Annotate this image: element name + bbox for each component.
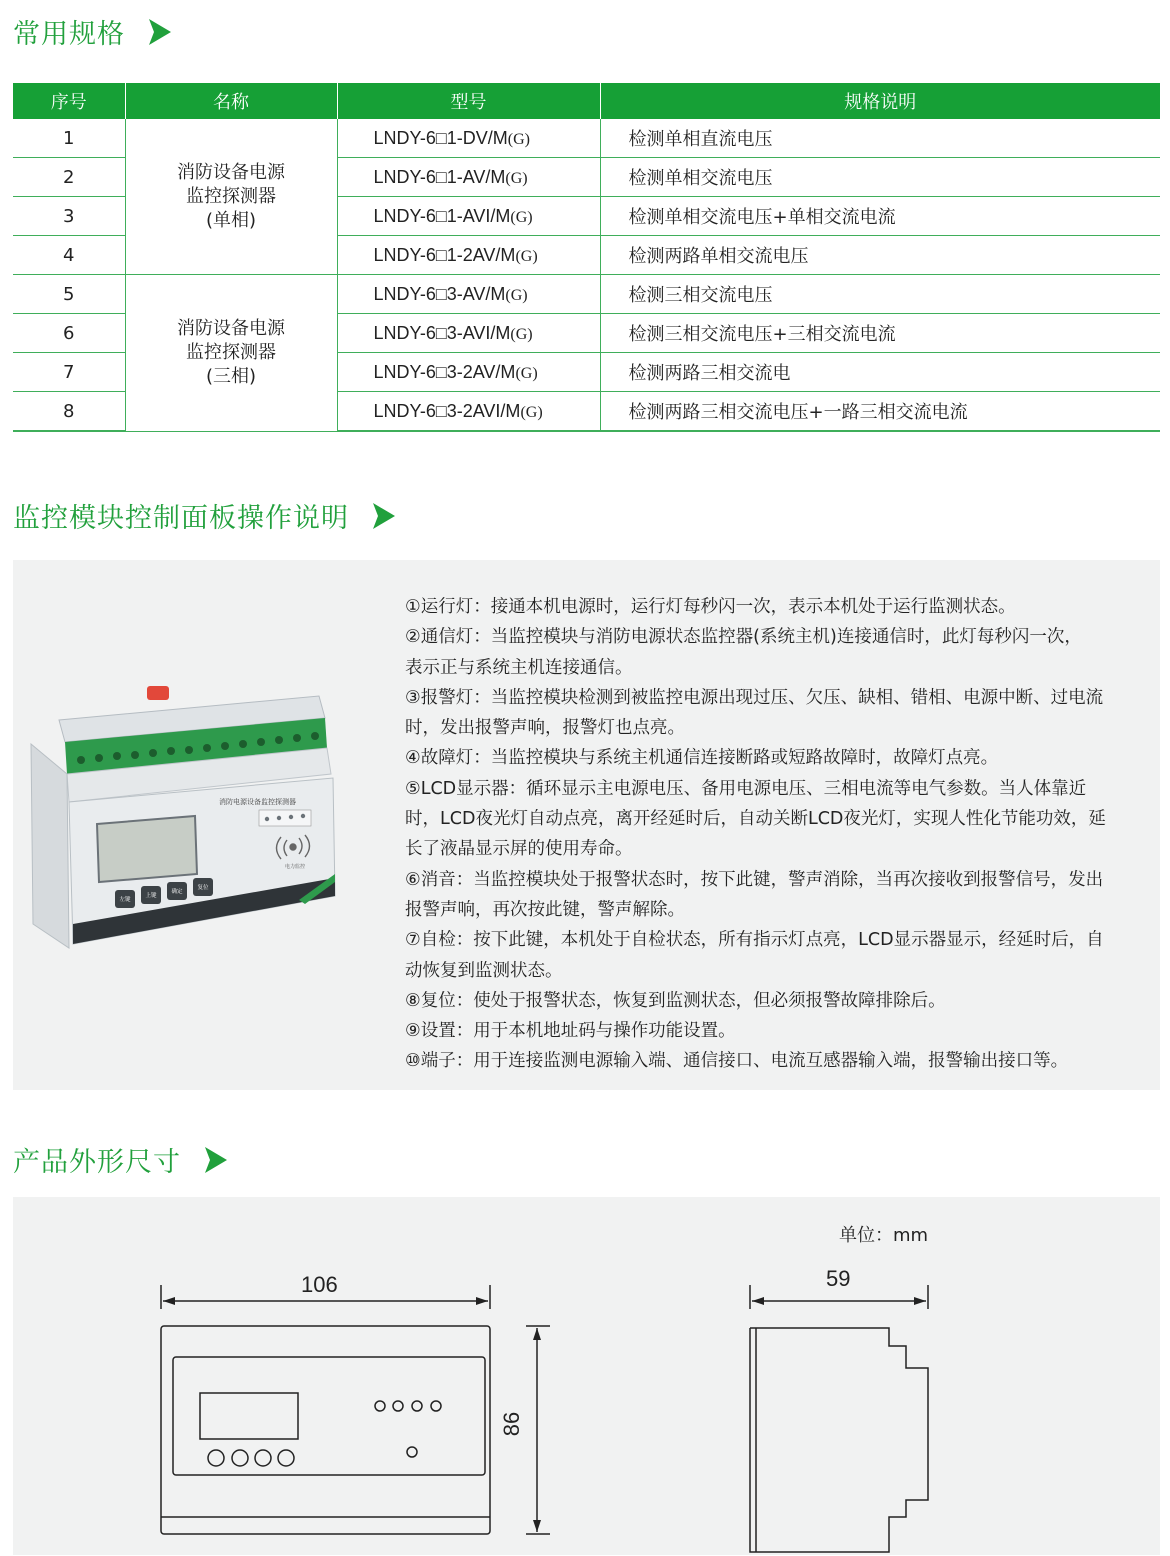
spec-table-header bbox=[13, 83, 1160, 119]
device-button-label: 复位 bbox=[197, 885, 209, 891]
row-desc: 检测两路三相交流电压+一路三相交流电流 bbox=[600, 392, 1160, 432]
model-suffix: (G) bbox=[520, 403, 543, 421]
model-code: LNDY-6□3-AV/M bbox=[373, 283, 506, 304]
row-no: 7 bbox=[13, 353, 125, 392]
group-name-line: 消防设备电源 bbox=[177, 317, 285, 339]
panel-title-text: 监控模块控制面板操作说明 bbox=[13, 503, 349, 534]
header-no: 序号 bbox=[13, 83, 125, 119]
header-desc: 规格说明 bbox=[600, 83, 1160, 119]
row-desc: 检测单相交流电压 bbox=[600, 158, 1160, 197]
dims-title-text: 产品外形尺寸 bbox=[13, 1147, 181, 1178]
row-no: 1 bbox=[13, 119, 125, 158]
model-code: LNDY-6□3-2AVI/M bbox=[373, 400, 521, 421]
chevron-right-icon bbox=[371, 501, 397, 531]
model-code: LNDY-6□1-DV/M bbox=[373, 127, 508, 148]
group-name-single-phase bbox=[125, 119, 337, 275]
height-dimension-label: 86 bbox=[499, 1411, 525, 1437]
model-code: LNDY-6□3-2AV/M bbox=[373, 361, 516, 382]
row-model bbox=[337, 197, 600, 236]
model-code: LNDY-6□1-AVI/M bbox=[373, 205, 511, 226]
ops-line: 长了液晶显示屏的使用寿命。 bbox=[405, 839, 633, 860]
spec-table bbox=[13, 83, 1160, 432]
ops-line: ④故障灯：当监控模块与系统主机通信连接断路或短路故障时，故障灯点亮。 bbox=[405, 748, 999, 769]
panel-description-box bbox=[13, 560, 1160, 1090]
monitor-device-image bbox=[29, 678, 359, 968]
row-model bbox=[337, 314, 600, 353]
model-suffix: (G) bbox=[515, 364, 538, 382]
ops-line: ⑦自检：按下此键，本机处于自检状态，所有指示灯点亮，LCD显示器显示，经延时后，自 bbox=[405, 930, 1104, 951]
row-model bbox=[337, 392, 600, 432]
row-desc: 检测三相交流电压 bbox=[600, 275, 1160, 314]
front-lcd-outline bbox=[200, 1393, 298, 1439]
ops-line: 时，LCD夜光灯自动点亮，离开经延时后，自动关断LCD夜光灯，实现人性化节能功效，延 bbox=[405, 809, 1106, 830]
ops-line: 动恢复到监测状态。 bbox=[405, 960, 563, 981]
table-row bbox=[13, 119, 1160, 158]
group-name-line: 消防设备电源 bbox=[177, 161, 285, 183]
operation-description-list bbox=[405, 592, 1150, 1077]
panel-section-title bbox=[13, 496, 397, 535]
model-suffix: (G) bbox=[505, 169, 528, 187]
ops-line: ①运行灯：接通本机电源时，运行灯每秒闪一次，表示本机处于运行监测状态。 bbox=[405, 597, 1016, 617]
header-model: 型号 bbox=[337, 83, 600, 119]
device-button-label: 左键 bbox=[119, 897, 131, 903]
row-desc: 检测单相交流电压+单相交流电流 bbox=[600, 197, 1160, 236]
row-desc: 检测两路三相交流电 bbox=[600, 353, 1160, 392]
row-desc: 检测两路单相交流电压 bbox=[600, 236, 1160, 275]
row-no: 6 bbox=[13, 314, 125, 353]
chevron-right-icon bbox=[147, 17, 173, 47]
model-suffix: (G) bbox=[507, 130, 530, 148]
row-model bbox=[337, 158, 600, 197]
group-name-line: 监控探测器 bbox=[186, 341, 276, 363]
device-label: 消防电源设备监控探测器 bbox=[219, 798, 296, 806]
lcd-screen-shape bbox=[97, 816, 197, 882]
row-no: 8 bbox=[13, 392, 125, 432]
model-code: LNDY-6□1-2AV/M bbox=[373, 244, 516, 265]
dimension-drawing-box bbox=[13, 1197, 1160, 1555]
model-suffix: (G) bbox=[510, 325, 533, 343]
row-model bbox=[337, 119, 600, 158]
model-suffix: (G) bbox=[505, 286, 528, 304]
row-desc: 检测单相直流电压 bbox=[600, 119, 1160, 158]
chevron-right-icon bbox=[203, 1145, 229, 1175]
ops-line: 时，发出报警声响，报警灯也点亮。 bbox=[405, 718, 685, 739]
ops-line: 报警声响，再次按此键，警声解除。 bbox=[405, 899, 685, 920]
device-button-label: 确定 bbox=[171, 889, 183, 895]
dimension-drawing bbox=[13, 1197, 1160, 1555]
ops-line: ⑤LCD显示器：循环显示主电源电压、备用电源电压、三相电流等电气参数。当人体靠近 bbox=[405, 778, 1087, 799]
red-knob-shape bbox=[147, 686, 169, 700]
unit-label: 单位：mm bbox=[839, 1225, 929, 1246]
group-name-three-phase bbox=[125, 275, 337, 432]
header-name: 名称 bbox=[125, 83, 337, 119]
device-button-label: 上键 bbox=[145, 893, 157, 899]
row-no: 3 bbox=[13, 197, 125, 236]
model-suffix: (G) bbox=[515, 247, 538, 265]
row-no: 4 bbox=[13, 236, 125, 275]
row-desc: 检测三相交流电压+三相交流电流 bbox=[600, 314, 1160, 353]
front-panel-outline bbox=[173, 1357, 485, 1475]
side-view-outline bbox=[750, 1328, 928, 1552]
specs-section-title bbox=[13, 12, 173, 51]
table-row bbox=[13, 275, 1160, 314]
row-model bbox=[337, 353, 600, 392]
group-name-line: (三相) bbox=[205, 365, 257, 387]
model-code: LNDY-6□1-AV/M bbox=[373, 166, 506, 187]
row-no: 2 bbox=[13, 158, 125, 197]
ops-line: ⑥消音：当监控模块处于报警状态时，按下此键，警声消除，当再次接收到报警信号，发出 bbox=[405, 869, 1104, 890]
device-side-shape bbox=[31, 744, 69, 948]
group-name-line: (单相) bbox=[205, 209, 257, 231]
sensor-caption: 电力监控 bbox=[285, 864, 306, 870]
model-suffix: (G) bbox=[510, 208, 533, 226]
ops-line: 表示正与系统主机连接通信。 bbox=[405, 657, 633, 678]
ops-line: ③报警灯：当监控模块检测到被监控电源出现过压、欠压、缺相、错相、电源中断、过电流 bbox=[405, 687, 1104, 708]
ops-line: ⑨设置：用于本机地址码与操作功能设置。 bbox=[405, 1021, 736, 1042]
depth-dimension-label: 59 bbox=[826, 1266, 851, 1291]
dims-section-title bbox=[13, 1140, 229, 1179]
specs-title-text: 常用规格 bbox=[13, 19, 125, 50]
row-model bbox=[337, 275, 600, 314]
ops-line: ⑧复位：使处于报警状态，恢复到监测状态，但必须报警故障排除后。 bbox=[405, 990, 946, 1011]
group-name-line: 监控探测器 bbox=[186, 185, 276, 207]
row-model bbox=[337, 236, 600, 275]
dimension-arrowheads bbox=[163, 1297, 926, 1532]
row-no: 5 bbox=[13, 275, 125, 314]
ops-line: ②通信灯：当监控模块与消防电源状态监控器(系统主机)连接通信时，此灯每秒闪一次， bbox=[405, 627, 1082, 648]
width-dimension-label: 106 bbox=[301, 1272, 338, 1297]
ops-line: ⑩端子：用于连接监测电源输入端、通信接口、电流互感器输入端，报警输出接口等。 bbox=[405, 1051, 1069, 1072]
model-code: LNDY-6□3-AVI/M bbox=[373, 322, 511, 343]
